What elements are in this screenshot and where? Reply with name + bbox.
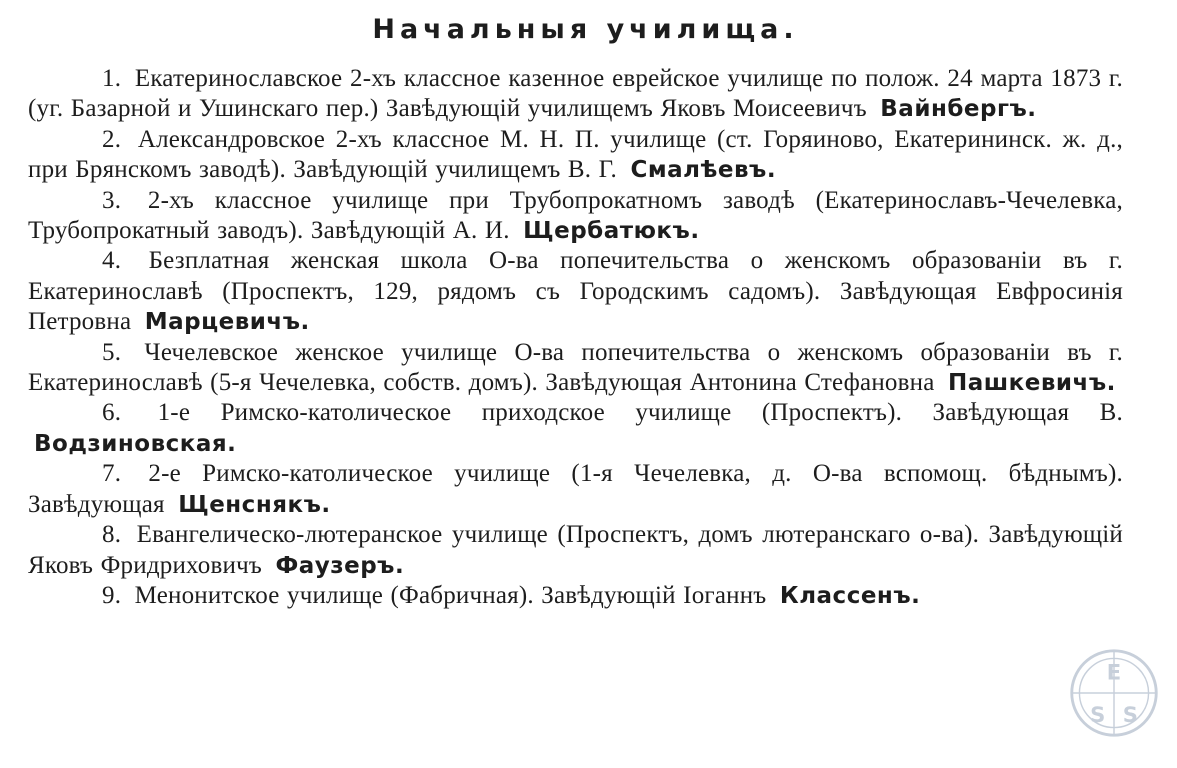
entry-number: 8. bbox=[102, 521, 122, 549]
document-page bbox=[28, 8, 1123, 611]
entry-text: 2-е Римско-католическое училище (1-я Чечелевка, д. О-ва вспомощ. бѣднымъ). Завѣдующая bbox=[28, 460, 1123, 518]
entry-text: 2-хъ классное училище при Трубопрокатномъ заводѣ (Екатеринославъ-Чечелевка, Трубопрокатный заводъ). Завѣдующій А. И. bbox=[28, 186, 1123, 245]
entry-surname: Классенъ. bbox=[779, 582, 921, 609]
watermark-stamp-icon bbox=[1066, 645, 1162, 741]
entry-surname: Смалѣевъ. bbox=[630, 157, 777, 184]
list-item-3 bbox=[28, 186, 1123, 247]
entry-text: Чечелевское женское училище О-ва попечительства о женскомъ образованіи въ г. Екатеринославѣ (5-я Чечелевка, собств. домъ). Завѣдующая Антонина Стефановна bbox=[28, 338, 1123, 397]
list-item-6 bbox=[28, 398, 1123, 459]
entry-number: 6. bbox=[102, 399, 122, 427]
entry-text: Александровское 2-хъ классное М. Н. П. училище (ст. Горяиново, Екатерининск. ж. д., при Брянскомъ заводѣ). Завѣдующій училищемъ В. Г. bbox=[28, 125, 1123, 184]
entry-number: 9. bbox=[102, 581, 122, 609]
entry-surname: Марцевичъ. bbox=[144, 309, 310, 336]
entry-surname: Водзиновская. bbox=[34, 430, 237, 457]
entry-surname: Фаузеръ. bbox=[275, 552, 405, 579]
stamp-letter: S bbox=[1122, 701, 1138, 727]
list-item-2 bbox=[28, 125, 1123, 186]
entry-surname: Пашкевичъ. bbox=[947, 370, 1116, 397]
entry-surname: Вайнбергъ. bbox=[880, 96, 1037, 123]
entry-text: Екатеринославское 2-хъ классное казенное еврейское училище по полож. 24 марта 1873 г. (уг. Базарной и Ушинскаго пер.) Завѣдующій училищемъ Яковъ Моисеевичъ bbox=[28, 65, 1123, 123]
entry-number: 4. bbox=[102, 247, 122, 275]
entry-text: Менонитское училище (Фабричная). Завѣдующій Іоганнъ bbox=[134, 581, 767, 609]
list-item-4 bbox=[28, 246, 1123, 337]
entry-text: 1-е Римско-католическое приходское училище (Проспектъ). Завѣдующая В. bbox=[157, 399, 1123, 427]
entry-surname: Щенснякъ. bbox=[178, 491, 331, 518]
stamp-letter: E bbox=[1106, 659, 1122, 685]
page-title: Начальныя училища. bbox=[372, 14, 799, 45]
stamp-letter: S bbox=[1090, 701, 1106, 727]
list-item-9 bbox=[28, 581, 1123, 611]
list-item-7 bbox=[28, 459, 1123, 520]
list-item-1 bbox=[28, 64, 1123, 125]
entry-number: 1. bbox=[102, 65, 122, 92]
entry-number: 7. bbox=[102, 460, 122, 488]
list-item-8 bbox=[28, 520, 1123, 581]
entry-text: Безплатная женская школа О-ва попечительства о женскомъ образованіи въ г. Екатеринославѣ (Проспектъ, 129, рядомъ съ Городскимъ садомъ). Завѣдующая Евфросинія Петровна bbox=[28, 247, 1123, 336]
entry-number: 5. bbox=[102, 338, 122, 366]
entry-surname: Щербатюкъ. bbox=[523, 218, 700, 245]
entry-text: Евангелическо-лютеранское училище (Проспектъ, домъ лютеранскаго о-ва). Завѣдующій Яковъ Фридриховичъ bbox=[28, 521, 1124, 579]
entry-number: 2. bbox=[102, 125, 122, 153]
entry-number: 3. bbox=[102, 186, 122, 214]
list-item-5 bbox=[28, 338, 1123, 399]
